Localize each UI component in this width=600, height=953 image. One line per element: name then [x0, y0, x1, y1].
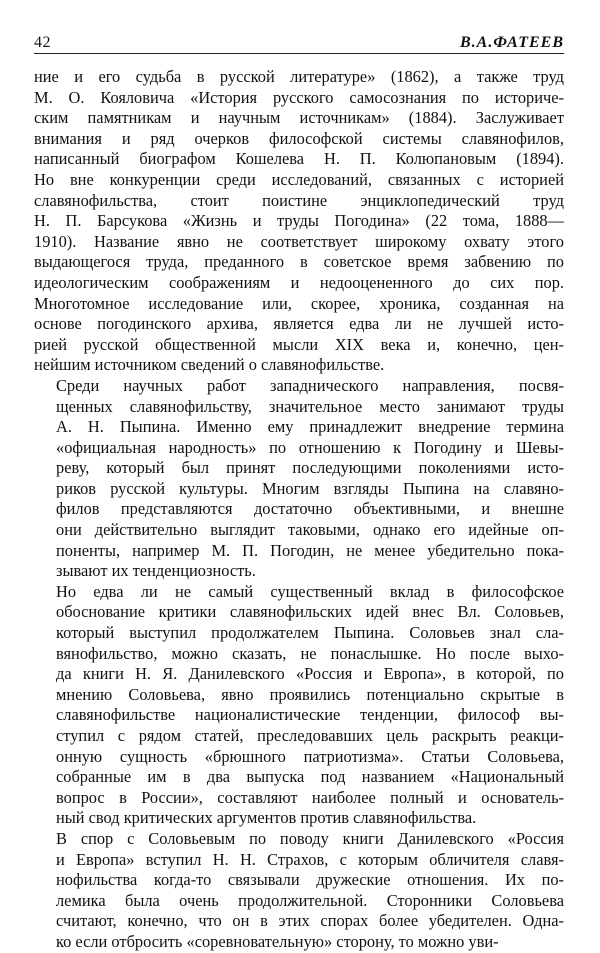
text-line: зывают их тенденциозность. [56, 561, 256, 581]
text-line: вянофильство, можно сказать, не понаслышке. Но после выхо- [56, 643, 564, 663]
text-line: идеологическим соображениям и недооцененного до сих пор. [34, 272, 564, 292]
text-line: собранные им в два выпуска под названием «Национальный [56, 767, 564, 787]
text-line: Но едва ли не самый существенный вклад в философское [56, 581, 564, 601]
text-line: Н. П. Барсукова «Жизнь и труды Погодина» (22 тома, 1888— [34, 211, 564, 231]
page-header [34, 28, 564, 54]
paragraph [34, 67, 564, 376]
text-line: основе погодинского архива, является едва ли не лучшей исто- [34, 314, 564, 334]
text-line: щенных славянофильству, значительное место занимают труды [56, 396, 564, 416]
text-line: ный свод критических аргументов против славянофильства. [56, 808, 477, 828]
text-line: Но вне конкуренции среди исследований, связанных с историей [34, 169, 564, 189]
text-line: онную сущность «брюшного патриотизма». Статьи Соловьева, [56, 746, 564, 766]
text-line: «официальная народность» по отношению к Погодину и Шевы- [56, 437, 564, 457]
text-line: мнению Соловьева, явно проявились потенциально скрытые в [56, 684, 564, 704]
book-page [34, 28, 564, 953]
paragraph [34, 829, 564, 953]
running-head-author: В.А.ФАТЕЕВ [460, 34, 564, 51]
text-line: славянофильстве националистические тенденции, философ вы- [56, 705, 564, 725]
text-line: Среди научных работ западнического направления, посвя- [56, 375, 564, 395]
text-line: выдающегося труда, преданного в советское время забвению по [34, 252, 564, 272]
text-line: риков русской культуры. Многим взгляды Пыпина на славяно- [56, 478, 564, 498]
text-line: ние и его судьба в русской литературе» (1862), а также труд [34, 67, 564, 86]
text-line: реву, который был принят последующими поколениями исто- [56, 458, 564, 478]
text-line: ступил с рядом статей, преследовавших цель раскрыть реакци- [56, 726, 564, 745]
page-number: 42 [34, 34, 51, 51]
text-line: М. О. Кояловича «История русского самосознания по историче- [34, 87, 564, 107]
text-line: рией русской общественной мысли XIX века и, конечно, цен- [34, 334, 564, 354]
text-line: славянофильства, стоит поистине энциклопедический труд [34, 190, 564, 210]
text-line: считают, конечно, что он в этих спорах более убедителен. Одна- [56, 911, 564, 931]
text-line: 1910). Название явно не соответствует широкому охвату этого [34, 231, 564, 251]
text-line: да книги Н. Я. Данилевского «Россия и Европа», в которой, по [56, 664, 564, 684]
text-line: обоснование критики славянофильских идей внес Вл. Соловьев, [56, 602, 564, 622]
text-line: В спор с Соловьевым по поводу книги Данилевского «Россия [56, 828, 564, 848]
paragraph [34, 376, 564, 582]
text-line: и Европа» вступил Н. Н. Страхов, с которым обличителя славя- [56, 849, 564, 869]
text-line: вопрос в России», составляют наиболее полный и основатель- [56, 787, 564, 807]
paragraph [34, 582, 564, 829]
text-line: ским памятникам и научным источникам» (1884). Заслуживает [34, 108, 564, 128]
text-line: нейшим источником сведений о славянофильстве. [34, 355, 385, 375]
text-line: ко если отбросить «соревновательную» сторону, то можно уви- [56, 931, 499, 951]
text-line: написанный биографом Кошелева Н. П. Колюпановым (1894). [34, 149, 564, 169]
text-line: А. Н. Пыпина. Именно ему принадлежит внедрение термина [56, 417, 564, 437]
text-line: внимания и ряд очерков философской системы славянофилов, [34, 128, 564, 148]
text-line: лемика была очень продолжительной. Сторонники Соловьева [56, 890, 564, 910]
text-line: который выступил продолжателем Пыпина. Соловьев знал сла- [56, 623, 564, 643]
text-line: филов представляются достаточно объективными, и внешне [56, 499, 564, 519]
text-line: они действительно выглядит таковыми, однако его идейные оп- [56, 520, 564, 540]
text-line: нофильства когда-то связывали дружеские отношения. Их по- [56, 870, 564, 890]
text-line: поненты, например М. П. Погодин, не менее убедительно пока- [56, 540, 564, 560]
text-line: Многотомное исследование или, скорее, хроника, созданная на [34, 293, 564, 313]
body-text [34, 67, 564, 953]
